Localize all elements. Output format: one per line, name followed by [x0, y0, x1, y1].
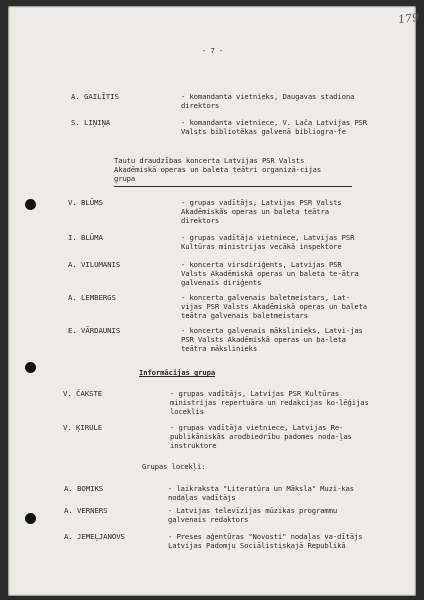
entry-desc: - komandanta vietnieks, Daugavas stadiona direktors: [181, 92, 355, 110]
section-heading: Tautu draudzības koncerta Latvijas PSR Valsts Akadēmiskā operas un baleta teātri organizā-cijas grupa: [114, 156, 322, 183]
entry-name: A. JEMEĻJANOVS: [64, 532, 125, 541]
entry-name: A. GAILĪTIS: [71, 92, 119, 101]
punch-hole: [25, 362, 36, 373]
entry-desc: - Latvijas televīzijas mūzikas programmu galvenais redaktors: [168, 506, 338, 524]
entry-name: V. ČAKSTE: [63, 389, 103, 398]
entry-desc: - grupas vadītāja vietniece, Latvijas PSR Kultūras ministrijas vecākā inspektore: [181, 233, 355, 251]
entry-desc: - koncerta virsdiriģents, Latvijas PSR Valsts Akadēmiskā operas un baleta te-ātra galvenais diriģents: [181, 260, 359, 287]
entry-desc: - grupas vadītāja vietniece, Latvijas Re-publikāniskās arodbiedrību padomes noda-ļas instruktore: [170, 423, 352, 450]
entry-name: E. VĀRDAUNIS: [68, 326, 121, 335]
handwritten-page-number: 179: [397, 10, 420, 27]
section-heading: Informācijas grupa: [139, 368, 216, 377]
entry-desc: - Preses aģentūras "Novosti" nodaļas va-dītājs Latvijas Padomju Sociālistiskajā Republikā: [168, 532, 363, 550]
entry-desc: - grupas vadītājs, Latvijas PSR Valsts Akadēmiskās operas un baleta teātra direktors: [181, 198, 342, 225]
entry-name: A. LEMBERGS: [68, 293, 116, 302]
entry-desc: - grupas vadītājs, Latvijas PSR Kultūras ministrijas repertuāra un redakcijas ko-lēģijas loceklis: [170, 389, 369, 416]
entry-desc: - koncerta galvenais baletmeistars, Lat-vijas PSR Valsts Akadēmiskā operas un baleta teātra galvenais baletmeistars: [181, 293, 367, 320]
page-number: - 7 -: [202, 46, 224, 55]
heading-underline: [114, 186, 352, 187]
members-heading: Grupas locekļi:: [142, 462, 206, 471]
punch-hole: [25, 513, 36, 524]
punch-hole: [25, 199, 36, 210]
entry-name: I. BLŪMA: [68, 233, 103, 242]
entry-name: A. VERNERS: [64, 506, 108, 515]
entry-desc: - komandanta vietniece, V. Lača Latvijas PSR Valsts bibliotēkas galvenā bibliogra-fe: [181, 118, 367, 136]
document-page: [8, 6, 420, 596]
entry-desc: - laikraksta "Literatūra un Māksla" Muzi-kas nodaļas vadītājs: [168, 484, 354, 502]
entry-name: S. LIŅIŅA: [71, 118, 111, 127]
entry-name: A. BOMIKS: [64, 484, 104, 493]
entry-name: V. ĶIRULE: [63, 423, 103, 432]
entry-desc: - koncerta galvenais mākslinieks, Latvi-jas PSR Valsts Akadēmiskā operas un ba-leta teātra mākslinieks: [181, 326, 363, 353]
entry-name: V. BLŪMS: [68, 198, 103, 207]
entry-name: A. VILUMANIS: [68, 260, 121, 269]
